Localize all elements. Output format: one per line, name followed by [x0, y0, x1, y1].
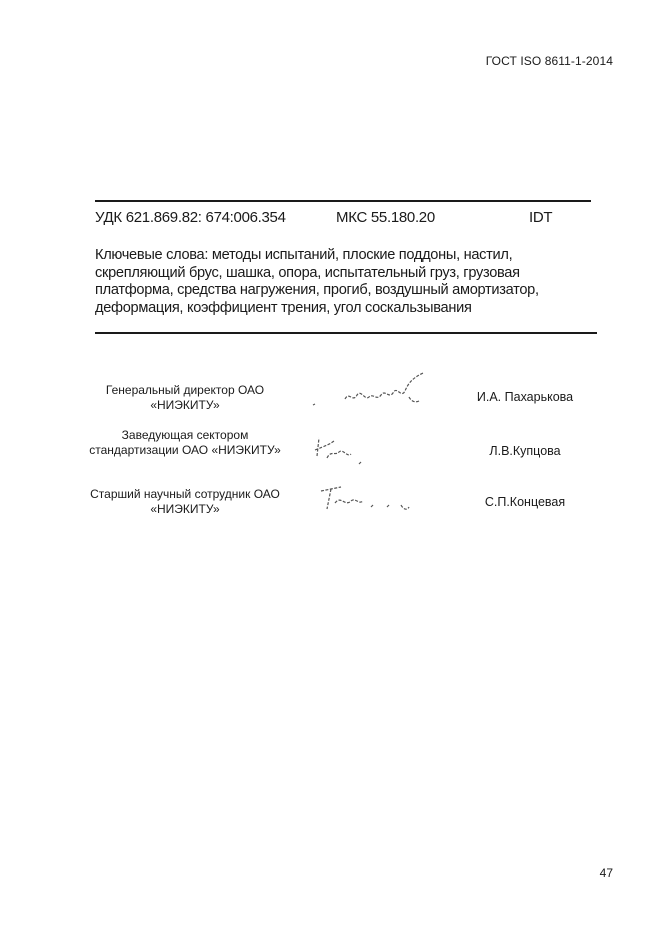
keywords-paragraph: Ключевые слова: методы испытаний, плоские поддоны, настил, скрепляющий брус, шашка, опора, испытательный груз, грузовая платформа, средства нагружения, прогиб, воздушный амортизатор, деформация, коэффициент трения, угол соскальзывания: [95, 247, 539, 316]
handwritten-signature: [305, 428, 445, 478]
page-number: 47: [599, 866, 613, 880]
bottom-divider: [95, 332, 597, 334]
signatory-position: Заведующая сектором стандартизации ОАО «НИЭКИТУ»: [89, 428, 281, 457]
signatory-position: Старший научный сотрудник ОАО «НИЭКИТУ»: [90, 487, 280, 516]
udk-code: УДК 621.869.82: 674:006.354: [95, 209, 286, 226]
signatory-name: Л.В.Купцова: [489, 444, 561, 458]
signatory-position: Генеральный директор ОАО «НИЭКИТУ»: [105, 383, 265, 412]
signatory-name: С.П.Концевая: [484, 495, 566, 509]
standard-designation: ГОСТ ISO 8611-1-2014: [485, 54, 613, 68]
mks-code: МКС 55.180.20: [336, 209, 435, 226]
idt-marker: IDT: [529, 209, 553, 226]
handwritten-signature: [305, 477, 445, 527]
signatory-name: И.А. Пахарькова: [476, 390, 574, 404]
top-divider: [95, 200, 591, 202]
handwritten-signature: [305, 371, 445, 421]
